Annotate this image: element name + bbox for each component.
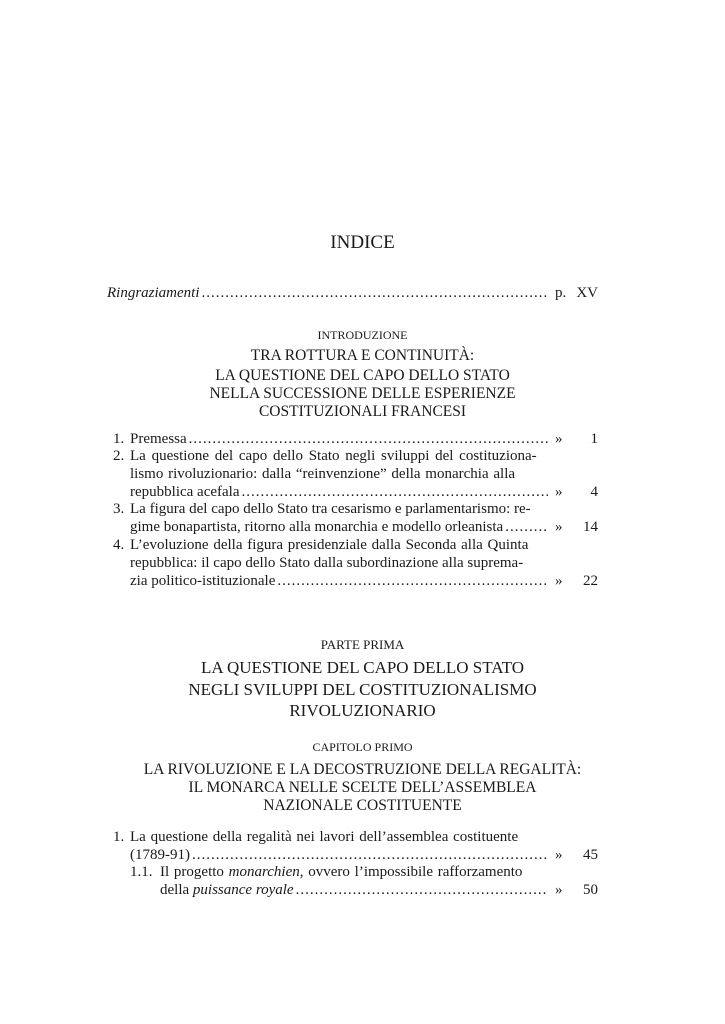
part-heading-line: NEGLI SVILUPPI DEL COSTITUZIONALISMO [188, 680, 537, 699]
chapter-heading-line: NAZIONALE COSTITUENTE [263, 797, 462, 814]
entry-number: 2. [113, 448, 125, 464]
part-kicker: PARTE PRIMA [320, 637, 405, 652]
page-number: 45 [583, 847, 598, 863]
toc-entry-label: Ringraziamenti [107, 285, 200, 301]
page-number: 1 [590, 431, 598, 447]
entry-number: 4. [113, 537, 125, 553]
entry-text: gime bonapartista, ritorno alla monarchia e modello orleanista [130, 519, 504, 535]
entry-text: La questione della regalità nei lavori dell’assemblea costituente [130, 829, 519, 845]
entry-number: 1. [113, 829, 125, 845]
intro-heading-line: NELLA SUCCESSIONE DELLE ESPERIENZE [209, 385, 516, 402]
page-number: 14 [583, 519, 598, 535]
page-mark: » [555, 519, 563, 535]
page-number: 4 [590, 484, 598, 500]
intro-heading-line: TRA ROTTURA E CONTINUITÀ: [250, 347, 475, 364]
entry-text: lismo rivoluzionario: dalla “reinvenzione” della monarchia alla [130, 466, 516, 482]
entry-text: (1789-91) [130, 847, 190, 863]
page-mark: » [555, 431, 563, 447]
intro-heading-line: LA QUESTIONE DEL CAPO DELLO STATO [215, 367, 510, 384]
part-heading-line: LA QUESTIONE DEL CAPO DELLO STATO [200, 658, 525, 677]
entry-text: repubblica acefala [130, 484, 240, 500]
chapter-heading-line: IL MONARCA NELLE SCELTE DELL’ASSEMBLEA [188, 779, 537, 796]
chapter-heading-line: LA RIVOLUZIONE E LA DECOSTRUZIONE DELLA REGALITÀ: [143, 761, 582, 778]
page-mark: » [555, 882, 563, 898]
entry-text: La questione del capo dello Stato negli sviluppi del costituziona- [130, 448, 537, 464]
page-mark: » [555, 847, 563, 863]
entry-text: La figura del capo dello Stato tra cesarismo e parlamentarismo: re- [130, 501, 531, 517]
entry-number: 1.1. [130, 864, 153, 880]
intro-heading-line: COSTITUZIONALI FRANCESI [258, 403, 467, 420]
entry-text: Il progetto monarchien, ovvero l’impossibile rafforzamento [160, 864, 523, 880]
page-mark: » [555, 484, 563, 500]
page-number: 50 [583, 882, 598, 898]
page-title: INDICE [330, 232, 395, 253]
page-number: 22 [583, 573, 598, 589]
entry-text: repubblica: il capo dello Stato dalla subordinazione alla suprema- [130, 555, 524, 571]
page-number: XV [576, 285, 598, 301]
page-prefix: p. [555, 285, 567, 301]
part-heading-line: RIVOLUZIONARIO [289, 701, 436, 720]
entry-text: zia politico-istituzionale [130, 573, 276, 589]
entry-text: della puissance royale [160, 882, 294, 898]
toc-entry-ringraziamenti[interactable] [107, 283, 547, 303]
chapter-kicker: CAPITOLO PRIMO [312, 740, 413, 754]
intro-kicker: INTRODUZIONE [317, 328, 408, 342]
entry-number: 1. [113, 431, 125, 447]
page-mark: » [555, 573, 563, 589]
entry-text: L’evoluzione della figura presidenziale dalla Seconda alla Quinta [130, 537, 529, 553]
entry-number: 3. [113, 501, 125, 517]
entry-text: Premessa [130, 431, 187, 447]
